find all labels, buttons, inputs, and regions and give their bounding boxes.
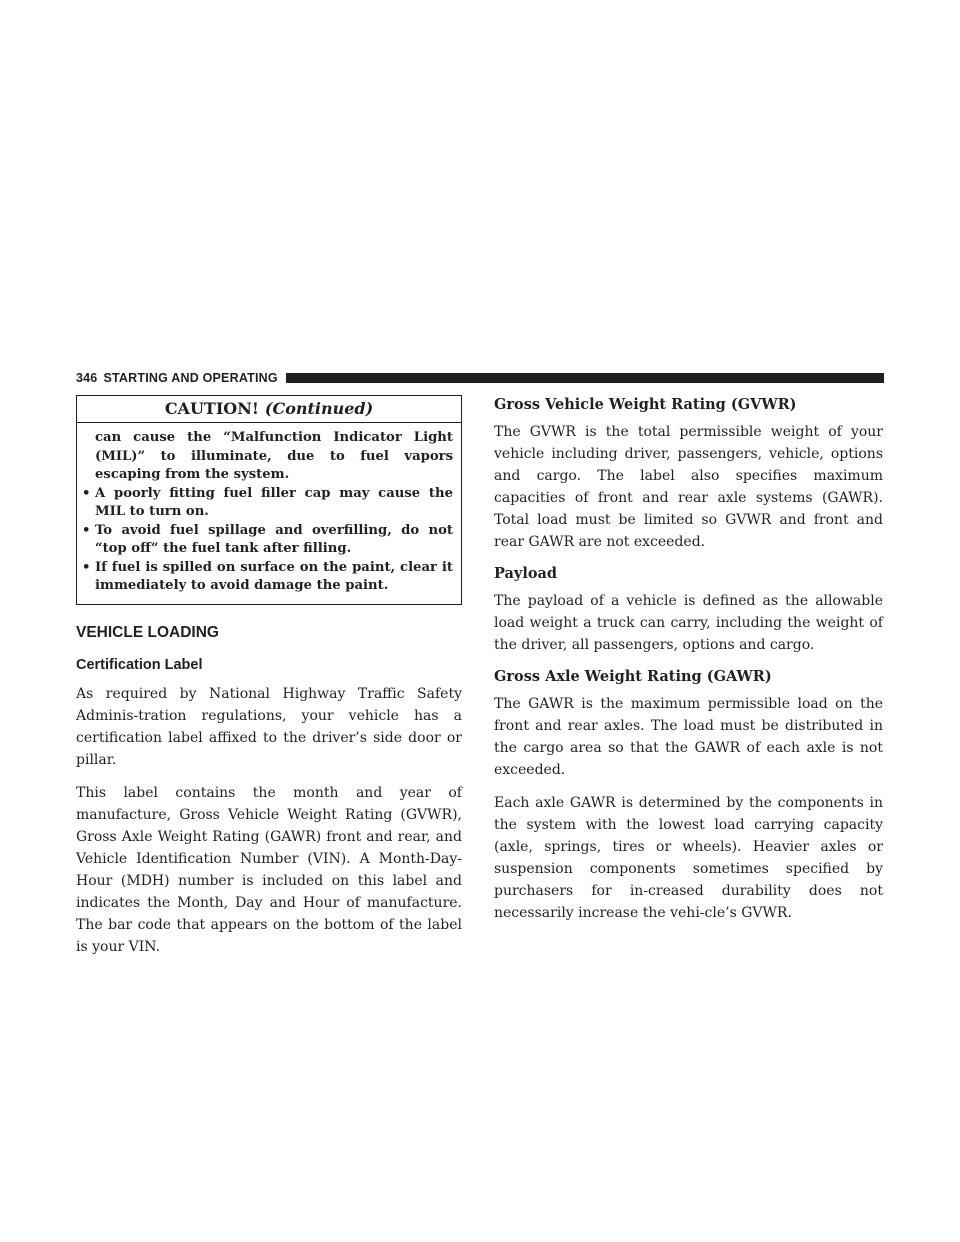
caution-bullet-text: To avoid fuel spillage and overfilling, do not “top off” the fuel tank after filling.	[95, 522, 453, 556]
caution-bullet-item	[82, 522, 453, 559]
caution-bullet-item	[82, 559, 453, 596]
caution-header	[77, 396, 461, 423]
payload-heading: Payload	[494, 565, 558, 582]
left-column	[76, 395, 462, 969]
gvwr-heading: Gross Vehicle Weight Rating (GVWR)	[494, 396, 797, 413]
gvwr-paragraph: The GVWR is the total permissible weight of your vehicle including driver, passengers, vehicle, options and cargo. The label also specifies maximum capacities of front and rear axle systems (GAWR). Total load must be limited so GVWR and front and rear GAWR are not exceeded.	[494, 424, 883, 550]
bullet-icon: •	[82, 522, 91, 538]
gawr-paragraph: Each axle GAWR is determined by the components in the system with the lowest load carrying capacity (axle, springs, tires or wheels). Heavier axles or suspension components sometimes specified by purchasers for in-creased durability does not necessarily increase the vehi-cle’s GVWR.	[494, 795, 883, 921]
caution-continuation-text: can cause the “Malfunction Indicator Light (MIL)” to illuminate, due to fuel vapors escaping from the system.	[95, 430, 453, 482]
caution-body	[77, 423, 461, 604]
caution-box	[76, 395, 462, 605]
certification-paragraph: This label contains the month and year of manufacture, Gross Vehicle Weight Rating (GVWR), Gross Axle Weight Rating (GAWR) front and rear, and Vehicle Identification Number (VIN). A Month-Day-Hour (MDH) number is included on this label and indicates the Month, Day and Hour of manufacture. The bar code that appears on the bottom of the label is your VIN.	[76, 784, 462, 955]
page-number: 346	[76, 371, 98, 385]
gawr-heading: Gross Axle Weight Rating (GAWR)	[494, 668, 772, 685]
certification-paragraph: As required by National Highway Traffic Safety Adminis-tration regulations, your vehicle has a certification label affixed to the driver’s side door or pillar.	[76, 685, 462, 768]
vehicle-loading-heading: VEHICLE LOADING	[76, 623, 219, 641]
page-header	[76, 369, 884, 387]
right-column	[494, 395, 883, 935]
bullet-icon: •	[82, 559, 91, 575]
section-title: STARTING AND OPERATING	[103, 371, 278, 385]
caution-bullet-item	[82, 485, 453, 522]
caution-bullet-list	[82, 485, 453, 596]
caution-bullet-text: If fuel is spilled on surface on the paint, clear it immediately to avoid damage the paint.	[95, 559, 453, 593]
header-rule	[286, 373, 884, 383]
caution-title: CAUTION!	[164, 399, 259, 418]
caution-bullet-text: A poorly fitting fuel filler cap may cause the MIL to turn on.	[95, 485, 453, 519]
certification-label-heading: Certification Label	[76, 656, 203, 673]
bullet-icon: •	[82, 485, 91, 501]
payload-paragraph: The payload of a vehicle is defined as the allowable load weight a truck can carry, including the weight of the driver, all passengers, options and cargo.	[494, 593, 883, 653]
gawr-paragraph: The GAWR is the maximum permissible load on the front and rear axles. The load must be distributed in the cargo area so that the GAWR of each axle is not exceeded.	[494, 696, 883, 778]
caution-continued: (Continued)	[264, 399, 374, 418]
